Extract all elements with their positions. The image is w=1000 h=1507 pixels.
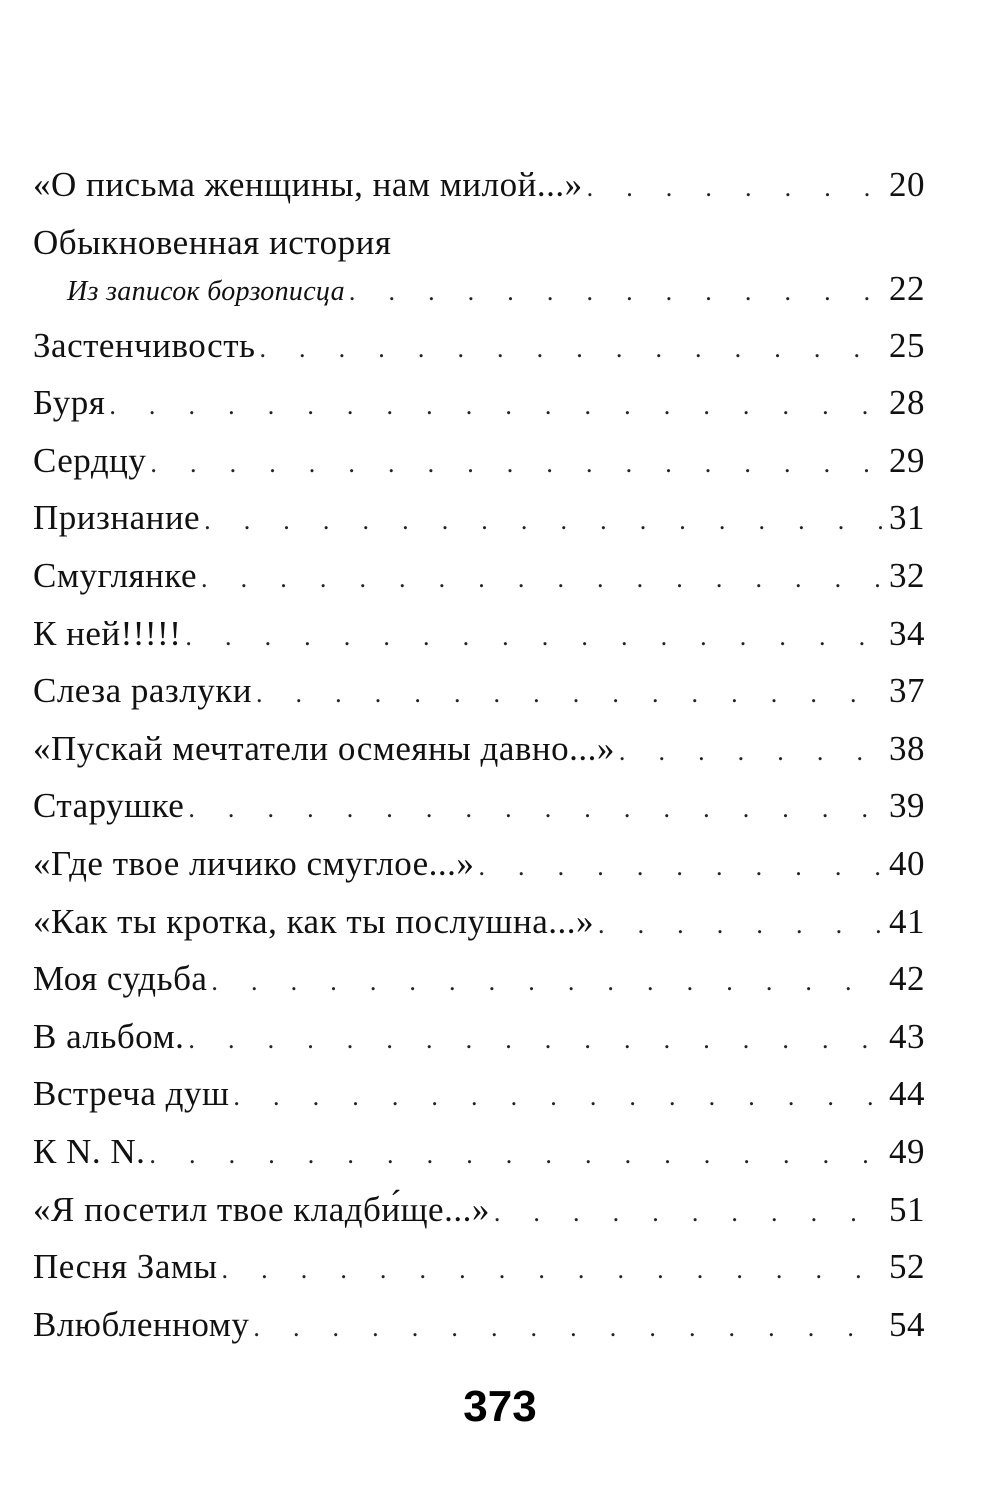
toc-entry-title: Буря	[33, 383, 106, 423]
toc-entry	[33, 900, 925, 958]
toc-entry	[33, 496, 925, 554]
toc-entry	[33, 612, 925, 670]
toc-entry-title: Слеза разлуки	[33, 671, 252, 711]
toc-entry-page: 40	[889, 843, 925, 883]
toc-entry	[33, 1015, 925, 1073]
toc-entry-page: 34	[889, 613, 925, 653]
toc-entry	[33, 1130, 925, 1188]
dot-leader	[109, 384, 883, 428]
toc-entry-title: Застенчивость	[33, 325, 256, 365]
toc-entry-page: 38	[889, 728, 925, 768]
toc-entry-subtitle: Из записок борзописца	[67, 275, 345, 307]
toc-entry	[33, 163, 925, 221]
dot-leader	[188, 1018, 883, 1062]
toc-entry-page: 42	[889, 959, 925, 999]
toc-entry-title: «Пускай мечтатели осмеяны давно...»	[33, 728, 615, 768]
toc-entry-title: В альбом.	[33, 1016, 185, 1056]
dot-leader	[253, 1306, 883, 1350]
toc-entry	[33, 1072, 925, 1130]
toc-entry-title: К ней!!!!!	[33, 613, 182, 653]
dot-leader	[201, 557, 883, 601]
table-of-contents	[33, 163, 925, 1360]
toc-entry-title: Признание	[33, 498, 201, 538]
toc-entry-title: «О письма женщины, нам милой...»	[33, 165, 583, 204]
toc-entry-title: Моя судьба	[33, 959, 208, 999]
dot-leader	[587, 166, 883, 210]
dot-leader	[259, 327, 883, 371]
toc-entry-title: Обыкновенная история	[33, 222, 392, 262]
toc-entry-page: 31	[889, 498, 925, 538]
toc-entry	[33, 221, 925, 324]
toc-entry	[33, 324, 925, 382]
toc-entry	[33, 1245, 925, 1303]
toc-entry-title: Старушке	[33, 786, 185, 826]
dot-leader	[619, 730, 883, 774]
dot-leader	[233, 1075, 883, 1119]
toc-entry	[33, 554, 925, 612]
dot-leader	[222, 1248, 883, 1292]
toc-entry	[33, 669, 925, 727]
toc-entry-title: «Где твое личико смуглое...»	[33, 843, 475, 883]
toc-entry-page: 54	[889, 1304, 925, 1344]
dot-leader	[478, 845, 883, 889]
toc-entry	[33, 439, 925, 497]
dot-leader	[494, 1191, 883, 1235]
toc-entry-page: 20	[889, 165, 925, 204]
toc-entry-title: Встреча душ	[33, 1074, 230, 1114]
toc-entry-title: К N. N.	[33, 1131, 146, 1171]
page-number: 373	[463, 1382, 537, 1431]
toc-entry-page: 43	[889, 1016, 925, 1056]
toc-entry-page: 28	[889, 383, 925, 423]
dot-leader	[149, 1133, 883, 1177]
toc-entry	[33, 1303, 925, 1361]
toc-entry-page: 51	[889, 1189, 925, 1229]
toc-entry-page: 32	[889, 555, 925, 595]
toc-entry-title: Песня Замы	[33, 1247, 218, 1287]
toc-entry-title: Сердцу	[33, 440, 147, 480]
toc-entry	[33, 1188, 925, 1246]
toc-entry	[33, 842, 925, 900]
dot-leader	[204, 499, 883, 543]
dot-leader	[185, 615, 883, 659]
toc-entry-page: 25	[889, 325, 925, 365]
toc-entry-page: 44	[889, 1074, 925, 1114]
toc-entry-page: 52	[889, 1247, 925, 1287]
dot-leader	[211, 960, 883, 1004]
toc-entry-page: 37	[889, 671, 925, 711]
toc-entry-title: Смуглянке	[33, 555, 198, 595]
toc-entry-page: 39	[889, 786, 925, 826]
toc-entry-title: «Я посетил твое кладби́ще...»	[33, 1189, 490, 1229]
toc-entry-title: Влюбленному	[33, 1304, 250, 1344]
dot-leader	[349, 270, 883, 314]
dot-leader	[188, 787, 883, 831]
dot-leader	[598, 903, 883, 947]
toc-entry-title: «Как ты кротка, как ты послушна...»	[33, 901, 594, 941]
toc-entry	[33, 381, 925, 439]
toc-entry	[33, 727, 925, 785]
toc-entry	[33, 957, 925, 1015]
toc-entry	[33, 784, 925, 842]
toc-entry-page: 22	[889, 268, 925, 308]
toc-entry-page: 29	[889, 440, 925, 480]
toc-entry-page: 49	[889, 1131, 925, 1171]
toc-entry-page: 41	[889, 901, 925, 941]
dot-leader	[256, 672, 883, 716]
dot-leader	[150, 442, 883, 486]
